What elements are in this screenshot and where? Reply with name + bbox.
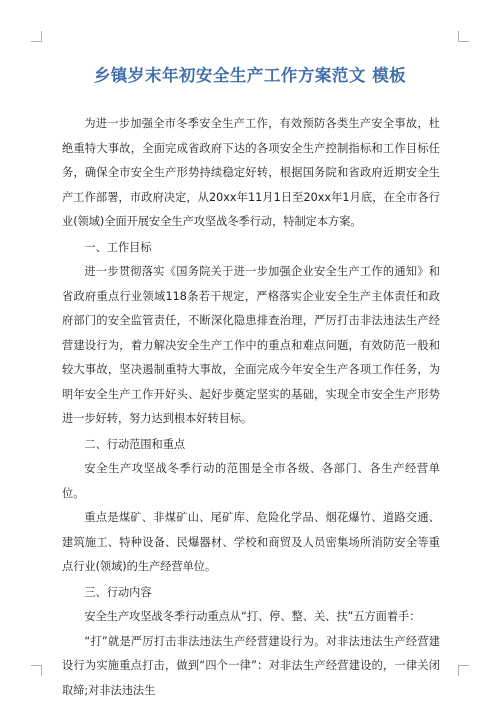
focus-paragraph: 重点是煤矿、非煤矿山、尾矿库、危险化学品、烟花爆竹、道路交通、建筑施工、特种设备、民爆器材、学校和商贸及人员密集场所消防安全等重点行业(领域)的生产经营单位。: [62, 511, 440, 573]
document-body: [62, 112, 440, 703]
content-intro-paragraph: 安全生产攻坚战冬季行动重点从“打、停、整、关、扶”五方面着手：: [84, 610, 421, 623]
strike-paragraph: “打”就是严厉打击非法违法生产经营建设行为。对非法违法生产经营建设行为实施重点打击，做到“四个一律”：对非法生产经营建设的，一律关闭取缔;对非法违法生: [62, 634, 440, 697]
crop-mark-bottom-right: [458, 665, 469, 676]
section-heading-content: 三、行动内容: [84, 585, 152, 599]
section-heading-scope: 二、行动范围和重点: [84, 437, 186, 451]
document-title: 乡镇岁末年初安全生产工作方案范文 模板: [93, 66, 407, 85]
crop-mark-top-right: [458, 31, 469, 42]
scope-paragraph: 安全生产攻坚战冬季行动的范围是全市各级、各部门、各生产经营单位。: [62, 462, 440, 500]
intro-paragraph: 为进一步加强全市冬季安全生产工作，有效预防各类生产安全事故，杜绝重特大事故，全面完成省政府下达的各项安全生产控制指标和工作目标任务，确保全市安全生产形势持续稳定好转，根据国务院和省政府近期安全生产工作部署，市政府决定，从20xx年11月1日至20xx年1月底，在全市各行业(领域)全面开展安全生产攻坚战冬季行动，特制定本方案。: [62, 117, 440, 228]
goals-paragraph: 进一步贯彻落实《国务院关于进一步加强企业安全生产工作的通知》和省政府重点行业领域118条若干规定，严格落实企业安全生产主体责任和政府部门的安全监管责任，不断深化隐患排查治理，严厉打击非法违法生产经营建设行为，着力解决安全生产工作中的重点和难点问题，有效防范一般和较大事故，坚决遏制重特大事故，全面完成今年安全生产各项工作任务，为明年安全生产工作开好头、起好步奠定坚实的基础，实现全市安全生产形势进一步好转，努力达到根本好转目标。: [62, 265, 440, 425]
crop-mark-top-left: [31, 31, 42, 42]
section-heading-goals: 一、工作目标: [84, 240, 152, 254]
crop-mark-bottom-left: [31, 665, 42, 676]
